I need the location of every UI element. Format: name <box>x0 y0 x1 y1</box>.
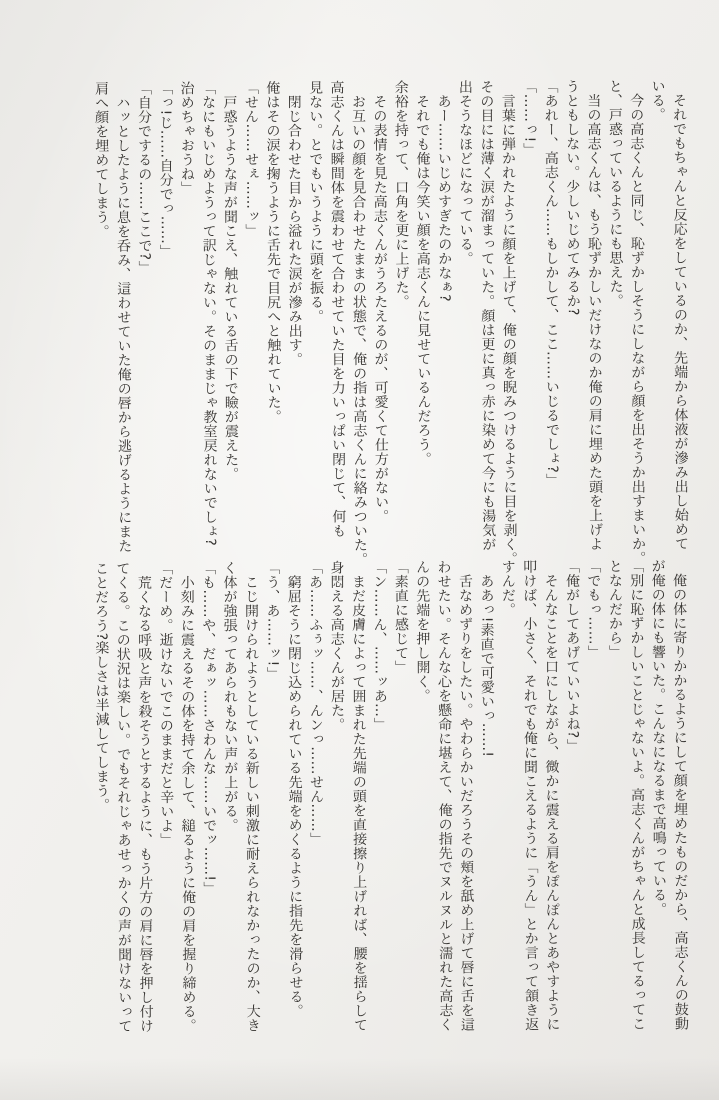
text-line: 閉じ合わせた目から溢れた涙が滲み出す。 <box>285 80 303 367</box>
text-line: 「素直に感じて」 <box>392 559 410 675</box>
text-line: 俺の体に寄りかかるようにして顔を埋めたものだから、高志くんの鼓動 <box>670 558 689 1031</box>
text-line: こじ開けられようとしている新しい刺激に耐えられなかったのか、大き <box>242 560 261 1033</box>
text-line: 「……っ!」 <box>521 79 538 157</box>
text-line: 「も……や、だぁッ……さわんな……いでッ……!」 <box>199 560 218 896</box>
text-line: あー……いじめすぎたのかなぁ? <box>435 79 453 303</box>
text-line: 身悶える高志くんが居た。 <box>328 560 346 732</box>
text-line: 当の高志くんは、もう恥ずかしいだけなのか俺の肩に埋めた頭を上げよ <box>585 79 604 552</box>
text-line: となんだから」 <box>606 558 624 660</box>
text-line: 「別に恥ずかしいことじゃないよ。高志くんがちゃんと成長してるってこ <box>628 558 647 1031</box>
text-line: お互いの顔を見合わせたままの状態で、俺の指は高志くんに絡みついた。 <box>349 80 368 567</box>
text-line: てくる。この状況は楽しい。でもそれじゃあせっかくの声が聞けないって <box>114 561 133 1034</box>
text-line: その目には薄く涙が溜まっていた。顔は更に真っ赤に染めて今にも湯気が <box>478 79 497 552</box>
text-line: それでもちゃんと反応をしているのか、先端から体液が滲み出し始めて <box>670 78 689 551</box>
text-line: 「せん……せぇ……ッ」 <box>242 80 260 238</box>
text-line: 肩へ顔を埋めてしまう。 <box>92 81 110 239</box>
text-line: 戸惑うような声が聞こえ、触れている舌の下で瞼が震えた。 <box>221 80 240 482</box>
text-line: 荒くなる呼吸と声を殺そうとするように、もう片方の肩に唇を押し付け <box>135 561 154 1033</box>
text-line: が俺の体にも響いた。こんなになるまで高鳴っている。 <box>649 558 668 917</box>
text-line: 「でもっ……」 <box>585 559 602 660</box>
text-line: 「なにもいじめようって訳じゃない。そのままじゃ教室戻れないでしょ? <box>199 80 219 547</box>
text-line: 出そうなほどになっている。 <box>456 79 474 266</box>
text-line: まだ皮膚によって囲まれた先端の頭を直接擦り上げれば、腰を揺らして <box>349 560 368 1033</box>
text-line: ことだろう?楽しさは半減してしまう。 <box>92 561 111 813</box>
text-line: いる。 <box>649 78 666 122</box>
text-line: 「自分でするの……ここで?」 <box>135 81 153 275</box>
text-line: 叩けば、小さく、それでも俺に聞こえるように「うん」とか言って頷き返 <box>521 559 540 1032</box>
text-line: 治めちゃおうね」 <box>178 80 196 196</box>
text-line: そんなことを口にしながら、微かに震える肩をぽんぽんとあやすように <box>542 559 561 1032</box>
text-line: 俺はその涙を掬うように舌先で目尻へと触れていた。 <box>264 80 282 424</box>
text-line: 今の高志くんと同じ、恥ずかしそうにしながら顔を出そうか出すまいか。 <box>628 78 647 566</box>
text-line: 窮屈そうに閉じ込められている先端をめくるように指先を滑らせる。 <box>285 560 304 1019</box>
text-line: 言葉に弾かれたように顔を上げて、俺の顔を睨みつけるように目を剥く。 <box>499 79 518 566</box>
text-line: と、戸惑っているようにも思えた。 <box>606 78 624 308</box>
text-line: すんだ。 <box>499 559 516 617</box>
text-line: 「だーめ。逝けないでこのままだと辛いよ」 <box>157 560 175 847</box>
text-line: 「あ……ふぅッ……、んンっ……せん……」 <box>307 560 325 847</box>
text-line: 「ン……ん、……ッあ…」 <box>371 559 388 732</box>
text-line: 高志くんは瞬間体を震わせて合わせていた目を力いっぱい閉じて、何も <box>328 80 347 538</box>
text-line: んの先端を押し開く。 <box>414 559 431 703</box>
text-line: 小刻みに震えるその体を持て余して、縋るように俺の肩を握り締める。 <box>178 560 197 1033</box>
text-line: 舌なめずりをしたい。やわらかいだろうその頬を舐め上げて唇に舌を這 <box>456 559 475 1032</box>
text-line: その表情を見た高志くんがうろたえるのが、可愛くて仕方がない。 <box>371 79 390 524</box>
text-line: それでも俺は今笑い顔を高志くんに見せているんだろう。 <box>414 79 432 466</box>
text-line: 余裕を持って、口角を更に上げた。 <box>392 79 410 309</box>
lower-text-block <box>77 559 691 1054</box>
text-line: 「あれー、高志くん……もしかして、ここ……いじるでしょ?」 <box>542 79 561 488</box>
text-line: ああっ!素直で可愛いっ……! <box>478 559 496 758</box>
text-line: うともしない。少しいじめてみるか? <box>563 79 581 316</box>
text-line: わせたい。そんな心を懸命に堪えて、俺の指先でヌルヌルと濡れた高志く <box>435 559 454 1032</box>
text-line: 「う、あ……ッ!」 <box>264 560 281 681</box>
text-line: 「っ!じ……自分でっ……」 <box>157 80 174 259</box>
text-line: 「俺がしてあげていいよね?」 <box>563 559 581 753</box>
text-line: ハッとしたように息を呑み、這わせていた俺の唇から逃げるようにまた <box>114 81 133 554</box>
upper-text-block <box>77 79 691 574</box>
text-line: く体が強張ってあられもない声が上がる。 <box>221 560 239 833</box>
text-line: 見ない。とでもいうように頭を振る。 <box>307 80 325 324</box>
